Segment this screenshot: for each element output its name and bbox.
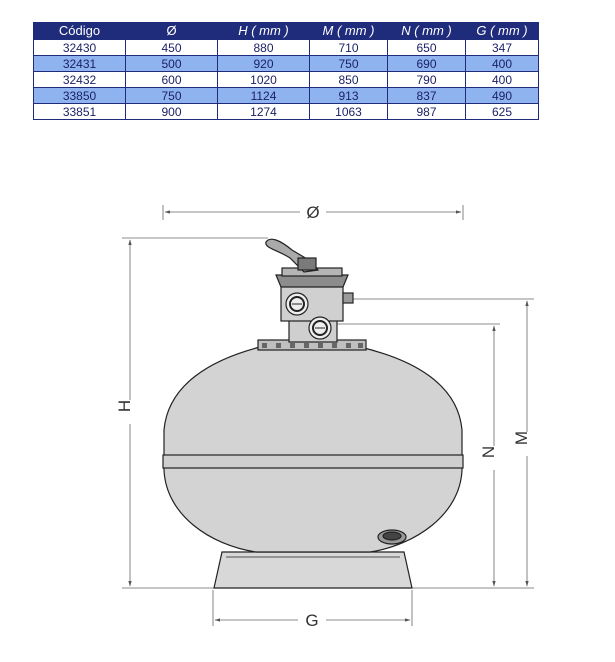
drain-plug-icon [378,530,406,544]
cell-codigo: 32430 [34,40,126,56]
diameter-label: Ø [306,203,320,222]
header-codigo: Código [34,22,126,40]
h-label: H [115,399,134,413]
cell-h: 1124 [218,88,310,104]
tank-body [164,347,462,552]
header-h: H ( mm ) [218,22,310,40]
cell-codigo: 32432 [34,72,126,88]
cell-m: 750 [310,56,388,72]
cell-g: 400 [466,72,539,88]
cell-n: 650 [388,40,466,56]
valve-handle-icon [266,239,318,272]
cell-n: 690 [388,56,466,72]
header-m: M ( mm ) [310,22,388,40]
header-diameter: Ø [126,22,218,40]
cell-n: 837 [388,88,466,104]
cell-g: 400 [466,56,539,72]
valve-port-icon [309,317,331,339]
cell-n: 790 [388,72,466,88]
m-label: M [512,430,531,446]
valve-port-icon [286,293,308,315]
cell-codigo: 33850 [34,88,126,104]
cell-h: 920 [218,56,310,72]
cell-h: 880 [218,40,310,56]
cell-diameter: 750 [126,88,218,104]
cell-m: 710 [310,40,388,56]
header-g: G ( mm ) [466,22,539,40]
cell-h: 1020 [218,72,310,88]
g-label: G [305,611,319,630]
multiport-valve [266,239,353,342]
cell-diameter: 450 [126,40,218,56]
cell-g: 347 [466,40,539,56]
n-label: N [479,445,498,459]
cell-h: 1274 [218,104,310,120]
cell-m: 1063 [310,104,388,120]
tank-band [163,455,463,468]
header-n: N ( mm ) [388,22,466,40]
cell-m: 850 [310,72,388,88]
cell-diameter: 900 [126,104,218,120]
cell-n: 987 [388,104,466,120]
cell-g: 625 [466,104,539,120]
cell-codigo: 32431 [34,56,126,72]
cell-codigo: 33851 [34,104,126,120]
cell-diameter: 500 [126,56,218,72]
cell-m: 913 [310,88,388,104]
cell-diameter: 600 [126,72,218,88]
filter-tank [163,340,463,588]
tank-base [214,552,412,588]
cell-g: 490 [466,88,539,104]
